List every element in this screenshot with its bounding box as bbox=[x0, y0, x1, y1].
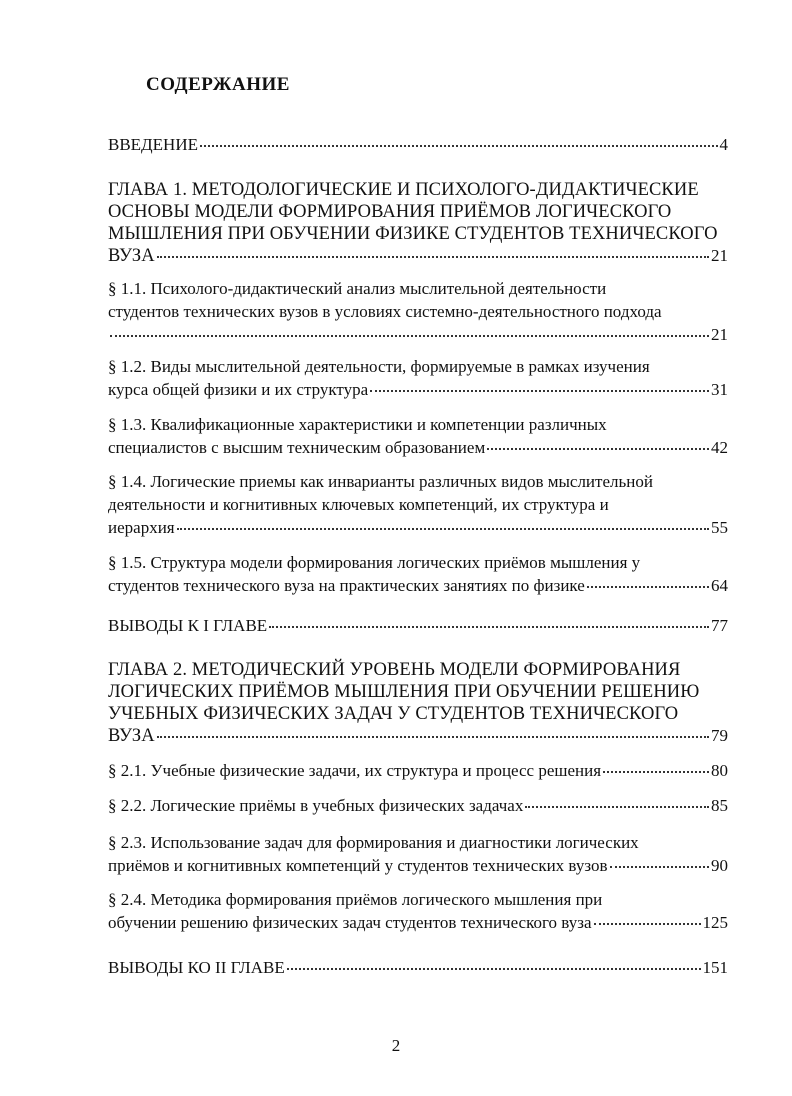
toc-line: студентов технических вузов в условиях системно-деятельностного подхода bbox=[108, 302, 662, 321]
toc-entry-text: иерархия bbox=[108, 518, 175, 537]
page-number: 2 bbox=[391, 1036, 401, 1055]
dot-leader bbox=[594, 922, 701, 925]
toc-line: УЧЕБНЫХ ФИЗИЧЕСКИХ ЗАДАЧ У СТУДЕНТОВ ТЕХНИЧЕСКОГО bbox=[108, 704, 679, 724]
toc-entry-text: § 2.1. Учебные физические задачи, их структура и процесс решения bbox=[108, 761, 602, 780]
dot-leader bbox=[110, 334, 709, 337]
dot-leader bbox=[200, 144, 718, 147]
toc-entry-text: ВЫВОДЫ КО II ГЛАВЕ bbox=[108, 958, 285, 977]
toc-entry-text: обучении решению физических задач студентов технического вуза bbox=[108, 913, 592, 932]
toc-line: § 2.4. Методика формирования приёмов логического мышления при bbox=[108, 890, 603, 909]
toc-line: ОСНОВЫ МОДЕЛИ ФОРМИРОВАНИЯ ПРИЁМОВ ЛОГИЧЕСКОГО bbox=[108, 202, 672, 222]
toc-entry-text: ВЫВОДЫ К I ГЛАВЕ bbox=[108, 616, 268, 635]
toc-entry-1-4[interactable] bbox=[108, 470, 728, 539]
dot-leader bbox=[177, 527, 709, 530]
toc-line: ГЛАВА 2. МЕТОДИЧЕСКИЙ УРОВЕНЬ МОДЕЛИ ФОРМИРОВАНИЯ bbox=[108, 660, 681, 680]
toc-page-number: 80 bbox=[711, 761, 728, 780]
toc-line: § 1.2. Виды мыслительной деятельности, формируемые в рамках изучения bbox=[108, 357, 650, 376]
dot-leader bbox=[603, 770, 709, 773]
toc-entry-2-2[interactable] bbox=[108, 794, 728, 817]
toc-line: § 1.1. Психолого-дидактический анализ мыслительной деятельности bbox=[108, 279, 607, 298]
toc-line: § 1.4. Логические приемы как инварианты различных видов мыслительной bbox=[108, 472, 653, 491]
dot-leader bbox=[269, 625, 709, 628]
dot-leader bbox=[587, 585, 709, 588]
toc-entry-chapter-2[interactable] bbox=[108, 659, 728, 747]
toc-entry-1-2[interactable] bbox=[108, 355, 728, 401]
toc-entry-conclusions-1[interactable] bbox=[108, 614, 728, 637]
toc-page-number: 79 bbox=[711, 726, 728, 745]
dot-leader bbox=[157, 255, 709, 258]
toc-page-number: 85 bbox=[711, 796, 728, 815]
toc-page-number: 90 bbox=[711, 856, 728, 875]
toc-entry-conclusions-2[interactable] bbox=[108, 956, 728, 979]
page-title: СОДЕРЖАНИЕ bbox=[146, 74, 290, 95]
toc-line: ЛОГИЧЕСКИХ ПРИЁМОВ МЫШЛЕНИЯ ПРИ ОБУЧЕНИИ РЕШЕНИЮ bbox=[108, 682, 700, 702]
toc-page-number: 4 bbox=[719, 135, 728, 154]
toc-line: ГЛАВА 1. МЕТОДОЛОГИЧЕСКИЕ И ПСИХОЛОГО-ДИДАКТИЧЕСКИЕ bbox=[108, 180, 699, 200]
toc-entry-text: ВВЕДЕНИЕ bbox=[108, 135, 198, 154]
dot-leader bbox=[525, 805, 709, 808]
toc-entry-text: студентов технического вуза на практических занятиях по физике bbox=[108, 576, 585, 595]
toc-entry-intro[interactable] bbox=[108, 133, 728, 156]
toc-entry-2-3[interactable] bbox=[108, 831, 728, 877]
toc-page-number: 125 bbox=[702, 913, 728, 932]
toc-entry-text: § 2.2. Логические приёмы в учебных физических задачах bbox=[108, 796, 524, 815]
toc-line: МЫШЛЕНИЯ ПРИ ОБУЧЕНИИ ФИЗИКЕ СТУДЕНТОВ ТЕХНИЧЕСКОГО bbox=[108, 224, 718, 244]
toc-entry-2-4[interactable] bbox=[108, 888, 728, 934]
toc-line: § 1.5. Структура модели формирования логических приёмов мышления у bbox=[108, 553, 641, 572]
toc-page-number: 151 bbox=[702, 958, 728, 977]
toc-entry-1-5[interactable] bbox=[108, 551, 728, 597]
dot-leader bbox=[287, 967, 701, 970]
toc-page-number: 21 bbox=[711, 246, 728, 265]
toc-entry-text: специалистов с высшим техническим образованием bbox=[108, 438, 486, 457]
dot-leader bbox=[610, 865, 709, 868]
toc-line: деятельности и когнитивных ключевых компетенций, их структура и bbox=[108, 495, 609, 514]
dot-leader bbox=[487, 447, 709, 450]
toc-page-number: 21 bbox=[711, 325, 728, 344]
dot-leader bbox=[157, 735, 709, 738]
toc-page-number: 42 bbox=[711, 438, 728, 457]
toc-page-number: 64 bbox=[711, 576, 728, 595]
toc-entry-2-1[interactable] bbox=[108, 759, 728, 782]
toc-entry-1-3[interactable] bbox=[108, 413, 728, 459]
toc-page-number: 55 bbox=[711, 518, 728, 537]
toc-page-number: 77 bbox=[711, 616, 728, 635]
dot-leader bbox=[370, 389, 709, 392]
toc-line: § 2.3. Использование задач для формирования и диагностики логических bbox=[108, 833, 639, 852]
toc-entry-text: курса общей физики и их структура bbox=[108, 380, 369, 399]
toc-entry-1-1[interactable] bbox=[108, 277, 728, 346]
toc-entry-text: ВУЗА bbox=[108, 726, 155, 746]
toc-entry-text: приёмов и когнитивных компетенций у студентов технических вузов bbox=[108, 856, 608, 875]
toc-line: § 1.3. Квалификационные характеристики и компетенции различных bbox=[108, 415, 607, 434]
toc-entry-text: ВУЗА bbox=[108, 246, 155, 266]
toc-page-number: 31 bbox=[711, 380, 728, 399]
toc-entry-chapter-1[interactable] bbox=[108, 179, 728, 267]
